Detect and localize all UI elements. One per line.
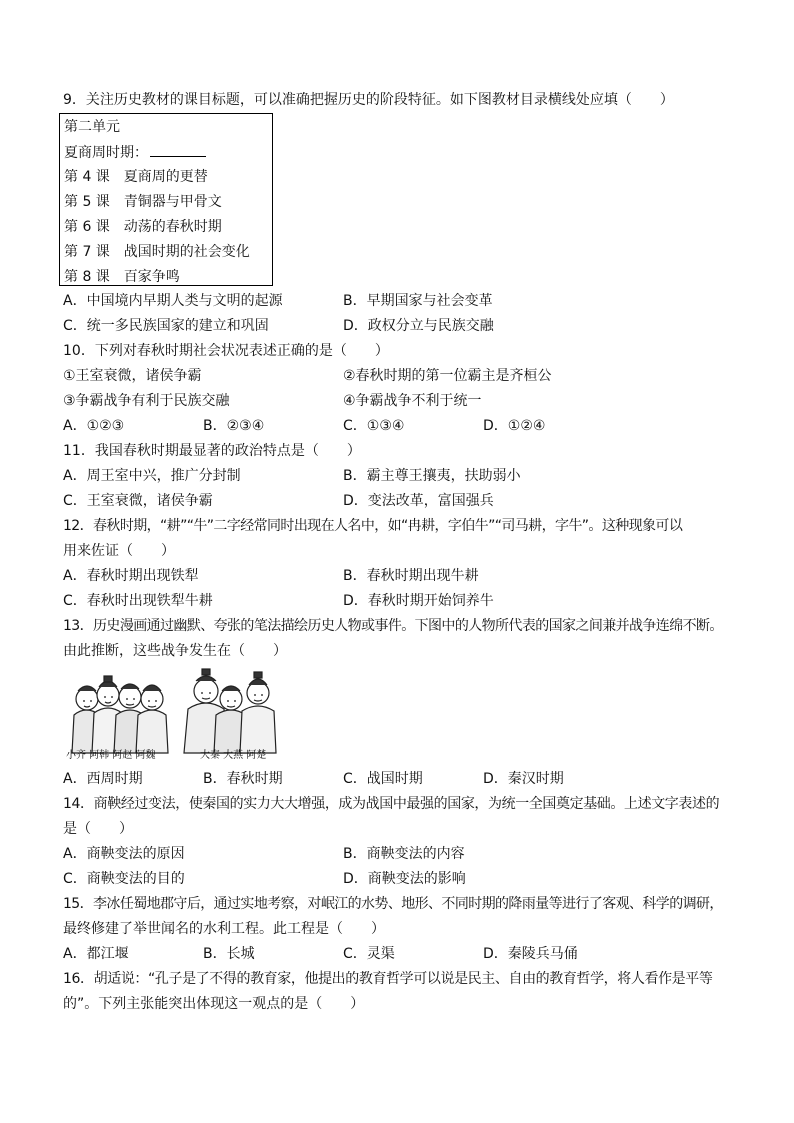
q10-statement-4: ④争霸战争不利于统一 [343, 393, 482, 409]
toc-blank-line [150, 142, 206, 157]
toc-lesson: 第 6 课 动荡的春秋时期 [64, 219, 222, 235]
q13-option-a: A．西周时期 [63, 771, 143, 787]
q16-stem-line2: 的”。下列主张能突出体现这一观点的是（ ） [63, 996, 365, 1012]
q11-option-d: D．变法改革，富国强兵 [343, 493, 494, 509]
q14-option-d: D．商鞅变法的影响 [343, 871, 466, 887]
toc-lesson: 第 7 课 战国时期的社会变化 [64, 244, 250, 260]
q9-option-b: B．早期国家与社会变革 [343, 293, 493, 309]
q12-stem-line2: 用来佐证（ ） [63, 543, 175, 559]
cartoon-caption-left: 小齐 阿韩 阿赵 阿魏 [66, 750, 156, 761]
q12-option-c: C．春秋时出现铁犁牛耕 [63, 593, 213, 609]
toc-period [64, 142, 206, 163]
q11-stem: 11．我国春秋时期最显著的政治特点是（ ） [63, 443, 361, 459]
toc-period-label: 夏商周时期： [64, 145, 148, 161]
q10-stem: 10．下列对春秋时期社会状况表述正确的是（ ） [63, 343, 389, 359]
q10-statement-3: ③争霸战争有利于民族交融 [63, 393, 230, 409]
q14-stem-line1: 14．商鞅经过变法，使秦国的实力大大增强，成为战国中最强的国家，为统一全国奠定基础。上述文字表述的 [63, 796, 720, 812]
q15-option-b: B．长城 [203, 946, 255, 962]
q15-option-a: A．都江堰 [63, 946, 129, 962]
q13-stem-line2: 由此推断，这些战争发生在（ ） [63, 643, 287, 659]
q9-stem: 9．关注历史教材的课目标题，可以准确把握历史的阶段特征。如下图教材目录横线处应填（ ） [63, 92, 674, 108]
q15-option-d: D．秦陵兵马俑 [483, 946, 578, 962]
q9-option-a: A．中国境内早期人类与文明的起源 [63, 293, 283, 309]
cartoon-caption-right: 大秦 大燕 阿楚 [200, 750, 267, 761]
q14-stem-line2: 是（ ） [63, 821, 133, 837]
textbook-toc-box [59, 113, 273, 286]
toc-unit: 第二单元 [64, 119, 120, 135]
warring-states-cartoon [66, 665, 284, 765]
q10-statement-2: ②春秋时期的第一位霸主是齐桓公 [343, 368, 552, 384]
toc-lesson: 第 5 课 青铜器与甲骨文 [64, 194, 222, 210]
q14-option-c: C．商鞅变法的目的 [63, 871, 185, 887]
q15-option-c: C．灵渠 [343, 946, 395, 962]
q15-stem-line1: 15．李冰任蜀地郡守后，通过实地考察，对岷江的水势、地形、不同时期的降雨量等进行了客观、科学的调研， [63, 896, 723, 912]
q13-stem-line1: 13．历史漫画通过幽默、夸张的笔法描绘历史人物或事件。下图中的人物所代表的国家之间兼并战争连绵不断。 [63, 618, 723, 634]
q13-option-b: B．春秋时期 [203, 771, 283, 787]
q12-option-b: B．春秋时期出现牛耕 [343, 568, 479, 584]
q11-option-b: B．霸主尊王攘夷，扶助弱小 [343, 468, 521, 484]
q12-option-d: D．春秋时期开始饲养牛 [343, 593, 494, 609]
q9-option-d: D．政权分立与民族交融 [343, 318, 494, 334]
q14-option-a: A．商鞅变法的原因 [63, 846, 185, 862]
q11-option-c: C．王室衰微，诸侯争霸 [63, 493, 213, 509]
q9-option-c: C．统一多民族国家的建立和巩固 [63, 318, 269, 334]
q16-stem-line1: 16．胡适说：“孔子是了不得的教育家，他提出的教育哲学可以说是民主、自由的教育哲学，将人看作是平等 [63, 971, 713, 987]
q10-option-d: D．①②④ [483, 418, 546, 434]
q10-option-b: B．②③④ [203, 418, 265, 434]
toc-lesson: 第 4 课 夏商周的更替 [64, 169, 208, 185]
q11-option-a: A．周王室中兴，推广分封制 [63, 468, 241, 484]
q10-option-a: A．①②③ [63, 418, 125, 434]
q10-option-c: C．①③④ [343, 418, 405, 434]
q12-stem-line1: 12．春秋时期，“耕”“牛”二字经常同时出现在人名中，如“冉耕，字伯牛”“司马耕，字牛”。这种现象可以 [63, 518, 683, 534]
toc-lesson: 第 8 课 百家争鸣 [64, 269, 180, 285]
q14-option-b: B．商鞅变法的内容 [343, 846, 465, 862]
q13-option-c: C．战国时期 [343, 771, 423, 787]
cartoon-figure-right-3 [240, 672, 276, 753]
q10-statement-1: ①王室衰微，诸侯争霸 [63, 368, 202, 384]
q15-stem-line2: 最终修建了举世闻名的水利工程。此工程是（ ） [63, 921, 385, 937]
q12-option-a: A．春秋时期出现铁犁 [63, 568, 199, 584]
q13-option-d: D．秦汉时期 [483, 771, 564, 787]
